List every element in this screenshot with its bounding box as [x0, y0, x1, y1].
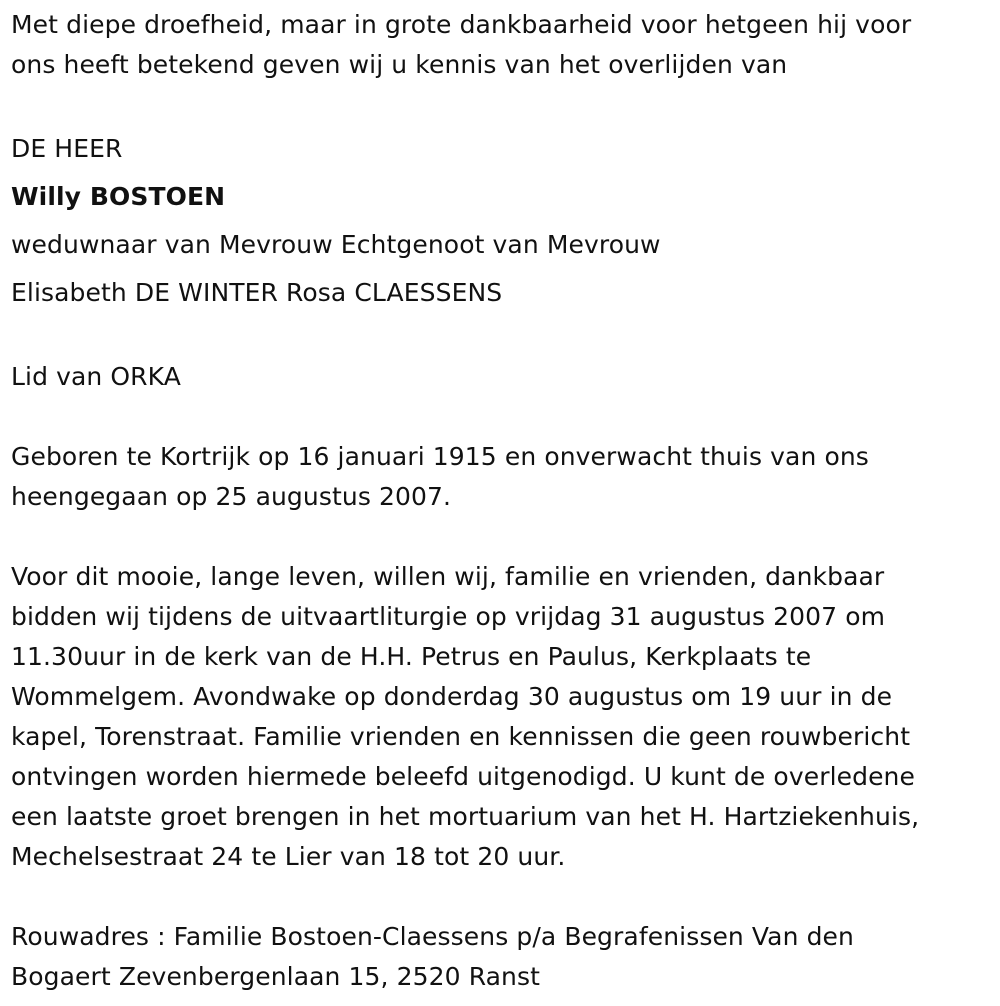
ceremony-line: ontvingen worden hiermede beleefd uitgenodigd. U kunt de overledene [11, 762, 915, 791]
ceremony-paragraph [11, 557, 986, 877]
spacer [11, 317, 986, 357]
address-line: Bogaert Zevenbergenlaan 15, 2520 Ranst [11, 962, 541, 991]
ceremony-line: bidden wij tijdens de uitvaartliturgie op vrijdag 31 augustus 2007 om [11, 602, 886, 631]
spacer [11, 517, 986, 557]
deceased-block [11, 125, 986, 317]
address-line: Rouwadres : Familie Bostoen-Claessens p/a Begrafenissen Van den [11, 922, 854, 951]
address-paragraph [11, 917, 986, 997]
ceremony-line: 11.30uur in de kerk van de H.H. Petrus en Paulus, Kerkplaats te [11, 642, 812, 671]
intro-line: ons heeft betekend geven wij u kennis van het overlijden van [11, 50, 788, 79]
intro-line: Met diepe droefheid, maar in grote dankbaarheid voor hetgeen hij voor [11, 10, 912, 39]
relation-line: weduwnaar van Mevrouw Echtgenoot van Mevrouw [11, 230, 661, 259]
birth-death-paragraph [11, 437, 986, 517]
membership: Lid van ORKA [11, 362, 181, 391]
ceremony-line: Voor dit mooie, lange leven, willen wij, familie en vrienden, dankbaar [11, 562, 885, 591]
birth-death-line: heengegaan op 25 augustus 2007. [11, 482, 452, 511]
spacer [11, 877, 986, 917]
ceremony-line: een laatste groet brengen in het mortuarium van het H. Hartziekenhuis, [11, 802, 920, 831]
spacer [11, 397, 986, 437]
ceremony-line: Mechelsestraat 24 te Lier van 18 tot 20 uur. [11, 842, 566, 871]
deceased-name: Willy BOSTOEN [11, 182, 226, 211]
obituary-text [11, 5, 986, 997]
spacer [11, 85, 986, 125]
relation-line: Elisabeth DE WINTER Rosa CLAESSENS [11, 278, 503, 307]
birth-death-line: Geboren te Kortrijk op 16 januari 1915 en onverwacht thuis van ons [11, 442, 869, 471]
intro-paragraph [11, 5, 986, 85]
ceremony-line: Wommelgem. Avondwake op donderdag 30 augustus om 19 uur in de [11, 682, 893, 711]
honorific: DE HEER [11, 134, 123, 163]
ceremony-line: kapel, Torenstraat. Familie vrienden en kennissen die geen rouwbericht [11, 722, 911, 751]
